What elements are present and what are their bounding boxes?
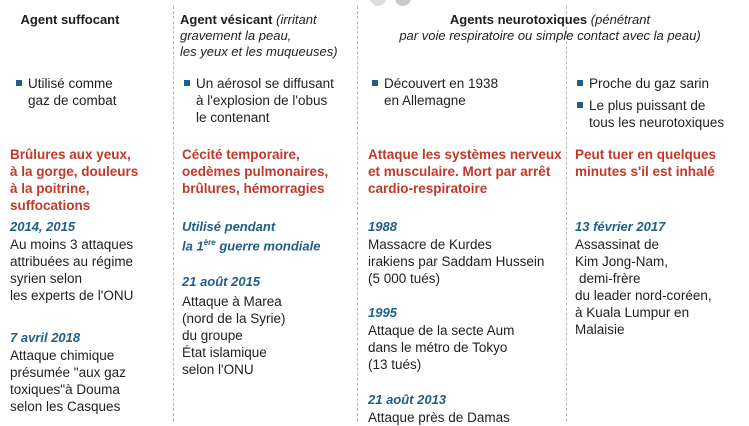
event-text: Assassinat de Kim Jong-Nam, demi-frère du leader nord-coréen, à Kuala Lumpur en Malaisie [575,237,712,337]
event-date: 13 février 2017 [575,219,666,234]
column-title: Agent vésicant (irritant gravement la peau, les yeux et les muqueuses) [180,12,338,59]
event-text: Massacre de Kurdes irakiens par Saddam Hussein (5 000 tués) [368,237,545,286]
column-vesicant [174,0,357,421]
event-date: 21 août 2013 [368,392,447,407]
bullet-marker [184,80,190,86]
column-neurotoxique-1 [358,0,566,425]
effects-text: Brûlures aux yeux, à la gorge, douleurs à la poitrine, suffocations [10,147,139,213]
event-text: Au moins 3 attaques attribuées au régime syrien selon les experts de l'ONU [10,237,134,303]
usage-note: Utilisé pendant la 1ère guerre mondiale [182,219,321,254]
bullet-marker [577,102,583,108]
event-text: Attaque de la secte Aum dans le métro de Tokyo (13 tués) [368,323,515,372]
event-text: Attaque à Marea (nord de la Syrie) du groupe État islamique selon l'ONU [182,294,286,377]
column-title: Agents neurotoxiques (pénétrant par voie respiratoire ou simple contact avec la peau) [399,12,701,43]
event-text: Attaque chimique présumée "aux gaz toxiques"à Douma selon les Casques [10,348,126,414]
column-suffocant [0,0,173,421]
event-date: 1995 [368,305,397,320]
event-text: Attaque près de Damas [368,410,510,425]
bullet-item: Proche du gaz sarin [577,75,709,92]
event-date: 7 avril 2018 [10,330,81,345]
bullet-marker [577,80,583,86]
event-date: 21 août 2015 [182,274,261,289]
bullet-item: Un aérosol se diffusant à l'explosion de l'obus le contenant [184,75,334,126]
effects-text: Cécité temporaire, oedèmes pulmonaires, brûlures, hémorragies [182,147,329,196]
effects-text: Peut tuer en quelques minutes s'il est inhalé [575,147,717,179]
column-neurotoxique-2 [567,0,749,421]
event-date: 1988 [368,219,397,234]
bullet-marker [372,80,378,86]
column-title: Agent suffocant [20,12,120,27]
event-date: 2014, 2015 [10,219,76,234]
bullet-item: Le plus puissant de tous les neurotoxiques [577,97,724,131]
effects-text: Attaque les systèmes nerveux et musculaire. Mort par arrêt cardio-respiratoire [368,147,562,196]
bullet-item: Découvert en 1938 en Allemagne [372,75,498,109]
bullet-marker [16,80,22,86]
bullet-item: Utilisé comme gaz de combat [16,75,117,109]
